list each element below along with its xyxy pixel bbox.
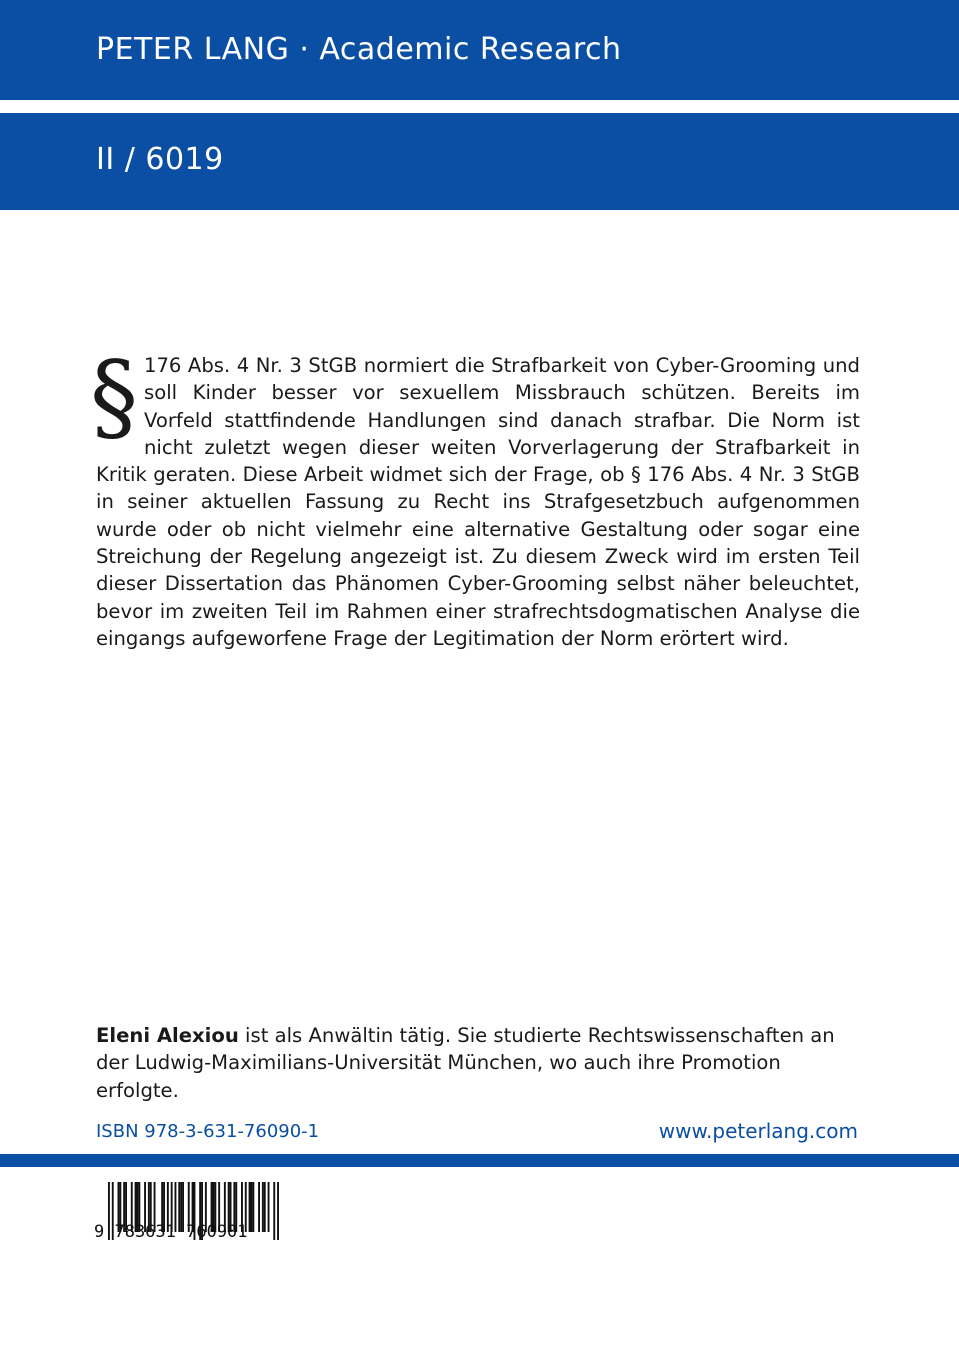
author-bio-text: ist als Anwältin tätig. Sie studierte Rechtswissenschaften an der Ludwig-Maximilians-Universität München, wo auch ihre Promotion erfolgte. — [96, 1024, 835, 1102]
barcode-bar — [251, 1182, 253, 1232]
barcode-bar — [252, 1182, 254, 1232]
barcode-bar — [249, 1182, 251, 1232]
barcode-bar — [258, 1182, 260, 1232]
publisher-website-link[interactable]: www.peterlang.com — [658, 1119, 858, 1143]
author-bio — [96, 1022, 860, 1104]
barcode-bar — [277, 1182, 279, 1240]
barcode-bar — [268, 1182, 270, 1232]
isbn: ISBN 978-3-631-76090-1 — [96, 1121, 320, 1142]
abstract-text: 176 Abs. 4 Nr. 3 StGB normiert die Strafbarkeit von Cyber-Grooming und soll Kinder besser vor sexuellem Missbrauch schützen. Bereits im Vorfeld stattfindende Handlungen sind danach strafbar. Die Norm ist nicht zuletzt wegen dieser weiten Vorverlagerung der Strafbarkeit in Kritik geraten. Diese Arbeit widmet sich der Frage, ob § 176 Abs. 4 Nr. 3 StGB in seiner aktuellen Fassung zu Recht ins Strafgesetzbuch aufgenommen wurde oder ob nicht vielmehr eine alternative Gestaltung oder sogar eine Streichung der Regelung angezeigt ist. Zu diesem Zweck wird im ersten Teil dieser Dissertation das Phänomen Cyber-Grooming selbst näher beleuchtet, bevor im zweiten Teil im Rahmen einer strafrechtsdogmatischen Analyse die eingangs aufgeworfene Frage der Legitimation der Norm erörtert wird. — [96, 354, 860, 650]
footer-band — [0, 1154, 959, 1167]
abstract — [90, 341, 860, 652]
series-number-band — [0, 113, 959, 210]
barcode-bar — [264, 1182, 266, 1232]
barcode-digits: 9 783631 760901 — [94, 1222, 248, 1242]
barcode-bar — [273, 1182, 275, 1240]
header-band — [0, 0, 959, 100]
series-title: PETER LANG · Academic Research — [96, 32, 622, 67]
author-name: Eleni Alexiou — [96, 1024, 239, 1047]
section-sign: § — [90, 341, 138, 453]
series-number: II / 6019 — [96, 142, 224, 177]
barcode-bar — [262, 1182, 264, 1232]
